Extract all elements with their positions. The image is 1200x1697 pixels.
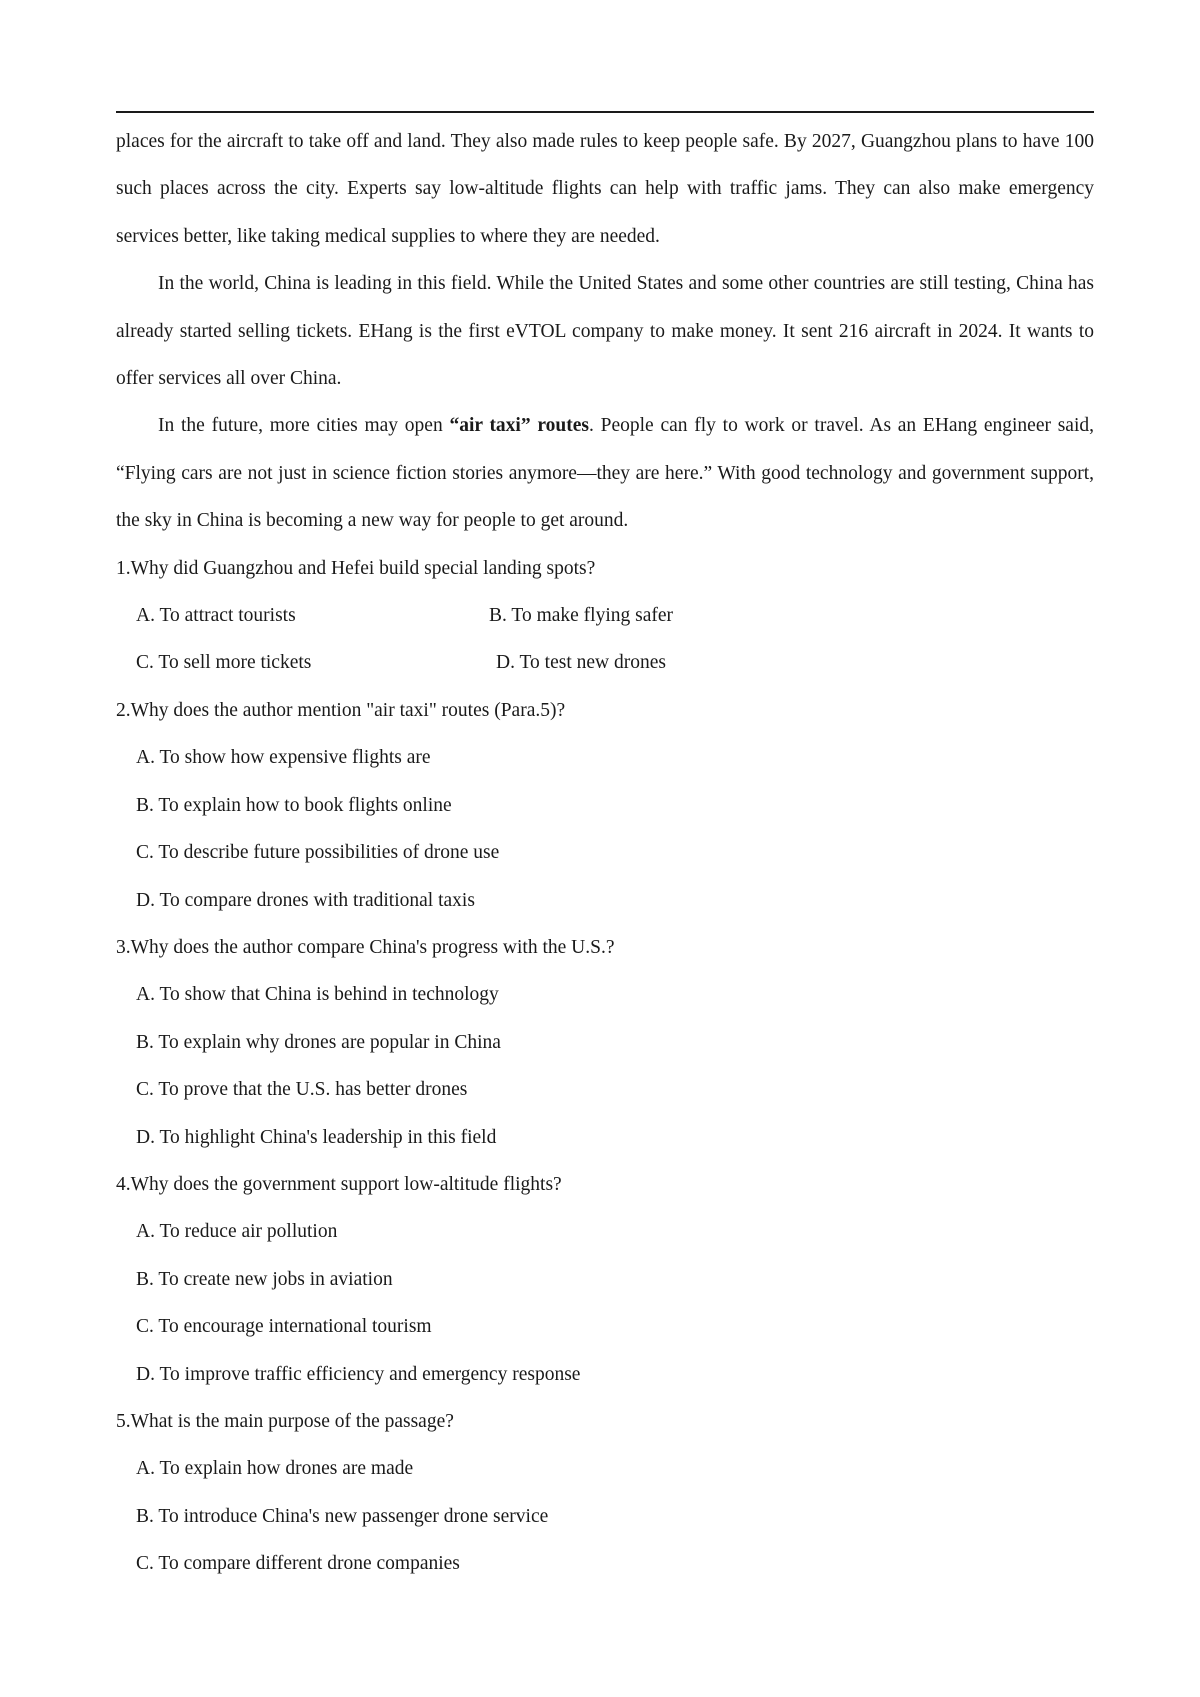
option-c: C. To sell more tickets [136,652,312,674]
question-5 [116,1398,1094,1588]
question-stem: 1.Why did Guangzhou and Hefei build special landing spots? [116,557,596,579]
option-a: A. To show how expensive flights are [136,747,431,769]
option-d: D. To compare drones with traditional taxis [136,889,475,911]
option-b: B. To make flying safer [489,605,674,627]
passage-paragraph-3 [116,402,1094,544]
option-d: D. To test new drones [496,652,666,674]
header-rule [116,111,1094,113]
question-2 [116,687,1094,924]
option-b: B. To create new jobs in aviation [136,1268,393,1290]
passage-paragraph-1: places for the aircraft to take off and land. They also made rules to keep people safe. By 2027, Guangzhou plans to have 100 such places across the city. Experts say low-altitude flights can help with traffic jams. They can also make emergency services better, like taking medical supplies to where they are needed. [116,131,1094,247]
option-c: C. To describe future possibilities of drone use [136,842,500,864]
option-d: D. To highlight China's leadership in this field [136,1126,497,1148]
question-stem: 3.Why does the author compare China's progress with the U.S.? [116,936,615,958]
option-c: C. To encourage international tourism [136,1316,432,1338]
option-d: D. To improve traffic efficiency and emergency response [136,1363,581,1385]
question-4 [116,1161,1094,1398]
option-b: B. To explain how to book flights online [136,794,452,816]
paragraph-3-text-end: . People can fly to work or travel. As an EHang engineer said, “Flying cars are not just in science fiction stories anymore—they are here.” With good technology and government support, the sky in China is becoming a new way for people to get around. [116,415,1095,532]
air-taxi-routes-bold: “air taxi” routes [449,415,589,437]
option-row [116,592,1094,639]
option-c: C. To prove that the U.S. has better drones [136,1079,468,1101]
question-1 [116,545,1094,687]
option-a: A. To attract tourists [136,605,296,627]
question-stem: 5.What is the main purpose of the passage? [116,1410,454,1432]
option-a: A. To explain how drones are made [136,1458,414,1480]
passage-paragraph-2: In the world, China is leading in this field. While the United States and some other countries are still testing, China has already started selling tickets. EHang is the first eVTOL company to make money. It sent 216 aircraft in 2024. It wants to offer services all over China. [116,273,1094,390]
question-stem: 4.Why does the government support low-altitude flights? [116,1173,562,1195]
document-body [116,118,1094,1588]
option-b: B. To introduce China's new passenger drone service [136,1505,549,1527]
question-3 [116,924,1094,1161]
option-b: B. To explain why drones are popular in China [136,1031,501,1053]
option-row [116,639,1094,686]
option-a: A. To reduce air pollution [136,1221,338,1243]
option-c: C. To compare different drone companies [136,1553,460,1575]
question-stem: 2.Why does the author mention "air taxi" routes (Para.5)? [116,699,566,721]
paragraph-3-text-start: In the future, more cities may open [158,415,450,437]
option-a: A. To show that China is behind in technology [136,984,499,1006]
